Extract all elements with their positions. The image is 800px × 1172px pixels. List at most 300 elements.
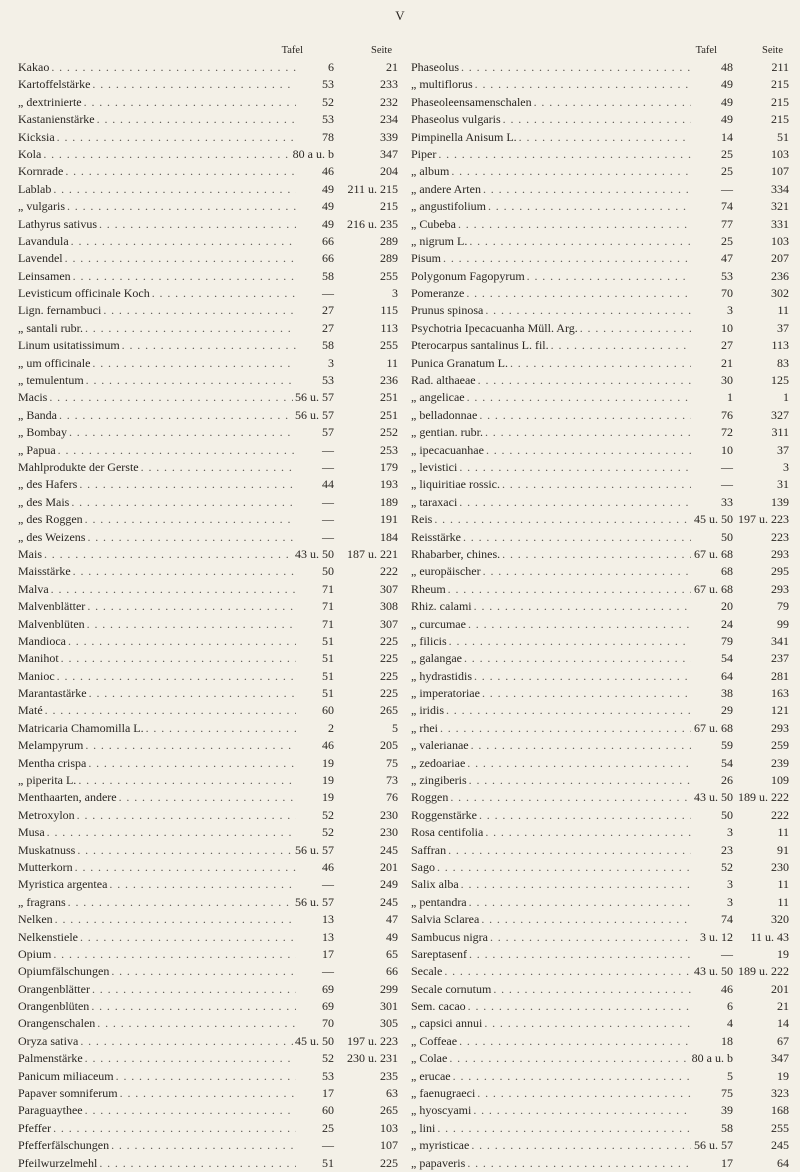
tafel-number: 25: [322, 1120, 334, 1135]
dot-leader: [485, 824, 691, 841]
index-entry: [18, 94, 398, 111]
entry-name: Orangenblätter: [18, 981, 90, 996]
index-entry: [411, 111, 789, 128]
tafel-number: 58: [322, 268, 334, 283]
entry-name: „ filicis: [411, 633, 447, 648]
index-entry: [411, 946, 789, 963]
dot-leader: [482, 685, 691, 702]
tafel-number: 3: [328, 355, 334, 370]
page-reference: 184: [380, 529, 398, 544]
tafel-number: 52: [721, 859, 733, 874]
page-reference: 31: [777, 477, 789, 492]
entry-name: „ des Roggen: [18, 512, 83, 527]
entry-name: Lign. fernambuci: [18, 303, 102, 318]
tafel-number: 58: [721, 1120, 733, 1135]
tafel-number: 20: [721, 599, 733, 614]
dot-leader: [75, 859, 296, 876]
page-reference: 189 u. 222: [738, 790, 789, 805]
dot-leader: [51, 581, 296, 598]
index-entry: [18, 702, 398, 719]
index-entry: [411, 459, 789, 476]
index-entry: [411, 981, 789, 998]
page-reference: 11: [777, 303, 789, 318]
index-entry: [18, 859, 398, 876]
index-entry: [18, 946, 398, 963]
entry-name: Secale: [411, 964, 443, 979]
index-entry: [411, 702, 789, 719]
page-reference: 19: [777, 946, 789, 961]
page-reference: 113: [771, 338, 789, 353]
index-entry: [411, 616, 789, 633]
index-entry: [411, 807, 789, 824]
index-entry: [18, 894, 398, 911]
tafel-number: 19: [322, 790, 334, 805]
tafel-number: 24: [721, 616, 733, 631]
index-entries-left: [18, 59, 398, 1172]
index-entry: [18, 337, 398, 354]
dot-leader: [448, 581, 691, 598]
index-entry: [18, 598, 398, 615]
tafel-number: 46: [322, 738, 334, 753]
page-reference: 293: [771, 720, 789, 735]
entry-name: „ capsici annui: [411, 1016, 483, 1031]
page-reference: 187 u. 221: [347, 546, 398, 561]
page-reference: 230: [380, 807, 398, 822]
dot-leader: [84, 94, 296, 111]
tafel-number: 80 a u. b: [691, 1051, 733, 1066]
entry-name: „ temulentum: [18, 373, 84, 388]
page-reference: 37: [777, 442, 789, 457]
index-column-left: [18, 45, 398, 1172]
tafel-number: 26: [721, 773, 733, 788]
dot-leader: [68, 633, 296, 650]
tafel-number: 14: [721, 129, 733, 144]
index-entry: [18, 616, 398, 633]
page-reference: 237: [771, 651, 789, 666]
tafel-number: —: [322, 286, 334, 301]
tafel-number: 18: [721, 1033, 733, 1048]
tafel-number: 53: [322, 373, 334, 388]
entry-name: „ belladonnae: [411, 407, 478, 422]
page-reference: 253: [380, 442, 398, 457]
dot-leader: [71, 494, 296, 511]
page-reference: 211: [771, 60, 789, 74]
index-entry: [411, 894, 789, 911]
tafel-number: 71: [322, 581, 334, 596]
entry-name: „ ipecacuanhae: [411, 442, 484, 457]
entry-name: Saffran: [411, 842, 447, 857]
dot-leader: [451, 163, 691, 180]
page-reference: 201: [380, 859, 398, 874]
page-reference: 265: [380, 703, 398, 718]
entry-name: „ fragrans: [18, 894, 66, 909]
index-entry: [411, 181, 789, 198]
tafel-number: 4: [727, 1016, 733, 1031]
dot-leader: [87, 529, 296, 546]
entry-name: Rad. althaeae: [411, 373, 476, 388]
entry-name: „ rhei: [411, 720, 438, 735]
page-reference: 215: [380, 199, 398, 214]
dot-leader: [510, 355, 691, 372]
dot-leader: [53, 1120, 296, 1137]
page-reference: 255: [771, 1120, 789, 1135]
page-reference: 245: [380, 894, 398, 909]
entry-name: Kastanienstärke: [18, 112, 95, 127]
tafel-number: 70: [721, 286, 733, 301]
tafel-number: 56 u. 57: [295, 390, 334, 405]
index-entry: [18, 268, 398, 285]
dot-leader: [446, 702, 691, 719]
dot-leader: [471, 737, 691, 754]
tafel-number: 6: [727, 999, 733, 1014]
dot-leader: [57, 129, 296, 146]
index-entry: [18, 129, 398, 146]
dot-leader: [85, 511, 296, 528]
tafel-number: 56 u. 57: [295, 407, 334, 422]
dot-leader: [483, 181, 691, 198]
entry-name: Myristica argentea: [18, 877, 108, 892]
dot-leader: [68, 894, 293, 911]
tafel-number: 33: [721, 494, 733, 509]
entry-name: „ liquiritiae rossic.: [411, 477, 500, 492]
entry-name: „ myristicae: [411, 1138, 470, 1153]
index-entry: [18, 181, 398, 198]
entry-name: „ papaveris: [411, 1155, 466, 1170]
dot-leader: [503, 111, 691, 128]
page-reference: 289: [380, 251, 398, 266]
page-reference: 201: [771, 981, 789, 996]
index-entry: [411, 685, 789, 702]
tafel-number: 17: [322, 1086, 334, 1101]
tafel-number: 25: [721, 146, 733, 161]
index-entry: [411, 129, 789, 146]
entry-name: Matricaria Chamomilla L.: [18, 720, 144, 735]
dot-leader: [488, 198, 691, 215]
tafel-number: 19: [322, 755, 334, 770]
page-reference: 255: [380, 268, 398, 283]
index-entry: [411, 389, 789, 406]
dot-leader: [116, 1068, 296, 1085]
dot-leader: [55, 911, 296, 928]
dot-leader: [490, 929, 691, 946]
page-reference: 236: [380, 373, 398, 388]
index-entry: [18, 529, 398, 546]
tafel-number: 53: [322, 112, 334, 127]
dot-leader: [99, 1155, 296, 1172]
tafel-number: 59: [721, 738, 733, 753]
dot-leader: [122, 337, 296, 354]
index-entry: [18, 1015, 398, 1032]
page-reference: 65: [386, 946, 398, 961]
dot-leader: [478, 372, 691, 389]
index-entry: [18, 1120, 398, 1137]
entry-name: „ imperatoriae: [411, 686, 480, 701]
index-entry: [411, 94, 789, 111]
dot-leader: [459, 459, 691, 476]
page-reference: 307: [380, 581, 398, 596]
page-reference: 103: [771, 233, 789, 248]
tafel-number: —: [322, 964, 334, 979]
page-reference: 331: [771, 216, 789, 231]
page-reference: 51: [777, 129, 789, 144]
index-entry: [411, 146, 789, 163]
entry-name: „ pentandra: [411, 894, 467, 909]
tafel-number: 25: [721, 233, 733, 248]
entry-name: „ Coffeae: [411, 1033, 458, 1048]
entry-name: „ lini: [411, 1120, 436, 1135]
tafel-number: 53: [322, 77, 334, 92]
dot-leader: [438, 146, 691, 163]
page-reference: 63: [386, 1086, 398, 1101]
tafel-number: 43 u. 50: [295, 546, 334, 561]
index-entry: [411, 1120, 789, 1137]
index-entry: [411, 233, 789, 250]
page-reference: 163: [771, 686, 789, 701]
tafel-number: —: [322, 512, 334, 527]
tafel-number: 1: [727, 390, 733, 405]
tafel-number: 25: [721, 164, 733, 179]
index-entry: [18, 59, 398, 76]
dot-leader: [85, 737, 296, 754]
tafel-number: 76: [721, 407, 733, 422]
tafel-number: 23: [721, 842, 733, 857]
page-reference: 109: [771, 773, 789, 788]
index-entry: [411, 250, 789, 267]
dot-leader: [440, 720, 691, 737]
dot-leader: [474, 668, 691, 685]
entry-name: „ Bombay: [18, 425, 67, 440]
page-reference: 11: [777, 877, 789, 892]
index-entry: [411, 407, 789, 424]
dot-leader: [461, 59, 691, 76]
entry-name: Kola: [18, 146, 42, 161]
dot-leader: [481, 911, 691, 928]
dot-leader: [474, 598, 691, 615]
dot-leader: [448, 842, 691, 859]
dot-leader: [80, 929, 296, 946]
entry-name: Lavandula: [18, 233, 69, 248]
tafel-number: 51: [322, 1155, 334, 1170]
tafel-number: 13: [322, 912, 334, 927]
tafel-number: 21: [721, 355, 733, 370]
index-entry: [18, 389, 398, 406]
entry-name: „ des Mais: [18, 494, 70, 509]
page-reference: 225: [380, 686, 398, 701]
page-reference: 239: [771, 755, 789, 770]
tafel-number: 47: [721, 251, 733, 266]
dot-leader: [467, 755, 691, 772]
dot-leader: [485, 302, 691, 319]
entry-name: „ angelicae: [411, 390, 465, 405]
tafel-header: Tafel: [281, 45, 303, 56]
entry-name: „ andere Arten: [411, 181, 481, 196]
tafel-number: 51: [322, 633, 334, 648]
tafel-number: 67 u. 68: [694, 546, 733, 561]
tafel-number: 54: [721, 651, 733, 666]
index-entry: [18, 1155, 398, 1172]
entry-name: Pfeffer: [18, 1120, 52, 1135]
tafel-number: 3: [727, 303, 733, 318]
entry-name: „ iridis: [411, 703, 444, 718]
index-entry: [18, 250, 398, 267]
tafel-number: 51: [322, 651, 334, 666]
tafel-number: 67 u. 68: [694, 720, 733, 735]
entry-name: Sem. cacao: [411, 999, 466, 1014]
entry-name: Oryza sativa: [18, 1033, 79, 1048]
dot-leader: [502, 546, 691, 563]
entry-name: Pimpinella Anisum L.: [411, 129, 517, 144]
page-reference: 281: [771, 668, 789, 683]
dot-leader: [459, 494, 691, 511]
dot-leader: [463, 529, 691, 546]
page-reference: 11 u. 43: [750, 929, 789, 944]
page-reference: 341: [771, 633, 789, 648]
page-reference: 67: [777, 1033, 789, 1048]
page-reference: 251: [380, 407, 398, 422]
page-reference: 107: [380, 1138, 398, 1153]
dot-leader: [103, 302, 296, 319]
entry-name: „ Banda: [18, 407, 57, 422]
entry-name: Manihot: [18, 651, 59, 666]
dot-leader: [43, 146, 290, 163]
index-entry: [18, 216, 398, 233]
tafel-number: —: [721, 181, 733, 196]
page-reference: 307: [380, 616, 398, 631]
entry-name: Orangenblüten: [18, 999, 90, 1014]
dot-leader: [80, 1033, 293, 1050]
dot-leader: [59, 407, 293, 424]
dot-leader: [483, 563, 691, 580]
entry-name: „ des Hafers: [18, 477, 78, 492]
index-entry: [18, 1102, 398, 1119]
tafel-number: 29: [721, 703, 733, 718]
entry-name: „ des Weizens: [18, 529, 86, 544]
tafel-number: 46: [322, 859, 334, 874]
index-entry: [411, 216, 789, 233]
tafel-number: 3: [727, 894, 733, 909]
page-reference: 21: [386, 60, 398, 74]
tafel-number: 52: [322, 94, 334, 109]
dot-leader: [453, 1068, 691, 1085]
entry-name: „ vulgaris: [18, 199, 65, 214]
page-reference: 222: [771, 807, 789, 822]
tafel-number: 6: [328, 60, 334, 74]
dot-leader: [49, 389, 293, 406]
index-entry: [18, 876, 398, 893]
entry-name: Reis: [411, 512, 433, 527]
entry-name: Mutterkorn: [18, 859, 73, 874]
entry-name: „ levistici: [411, 459, 458, 474]
tafel-number: 30: [721, 373, 733, 388]
tafel-number: —: [721, 477, 733, 492]
index-entry: [18, 76, 398, 93]
page-reference: 215: [771, 77, 789, 92]
tafel-number: —: [322, 494, 334, 509]
page-reference: 225: [380, 633, 398, 648]
index-entry: [411, 355, 789, 372]
page-reference: 223: [771, 529, 789, 544]
tafel-number: 48: [721, 60, 733, 74]
tafel-header: Tafel: [695, 45, 717, 56]
column-header: [411, 45, 789, 59]
index-entry: [411, 198, 789, 215]
tafel-number: 49: [721, 112, 733, 127]
entry-name: Linum usitatissimum: [18, 338, 120, 353]
page-reference: 334: [771, 181, 789, 196]
page-reference: 215: [771, 94, 789, 109]
page-reference: 11: [777, 825, 789, 840]
page-reference: 205: [380, 738, 398, 753]
tafel-number: 27: [322, 320, 334, 335]
dot-leader: [111, 963, 296, 980]
dot-leader: [85, 1102, 296, 1119]
index-entry: [411, 911, 789, 928]
entry-name: Lathyrus sativus: [18, 216, 97, 231]
dot-leader: [89, 685, 296, 702]
dot-leader: [473, 1102, 691, 1119]
tafel-number: 80 a u. b: [292, 146, 334, 161]
entry-name: Psychotria Ipecacuanha Müll. Arg.: [411, 320, 578, 335]
tafel-number: 72: [721, 425, 733, 440]
dot-leader: [437, 1120, 691, 1137]
tafel-number: 74: [721, 912, 733, 927]
tafel-number: 46: [721, 981, 733, 996]
index-entry: [18, 407, 398, 424]
tafel-number: 44: [322, 477, 334, 492]
entry-name: „ hyoscyami: [411, 1103, 472, 1118]
entry-name: Kornrade: [18, 164, 64, 179]
index-entry: [18, 424, 398, 441]
tafel-number: —: [322, 459, 334, 474]
index-entry: [18, 1033, 398, 1050]
page-reference: 230: [380, 825, 398, 840]
dot-leader: [65, 163, 296, 180]
entry-name: Malvenblätter: [18, 599, 86, 614]
page-reference: 230: [771, 859, 789, 874]
index-entry: [18, 494, 398, 511]
dot-leader: [469, 894, 691, 911]
index-entry: [411, 1102, 789, 1119]
dot-leader: [87, 616, 296, 633]
index-entry: [411, 546, 789, 563]
dot-leader: [86, 372, 296, 389]
dot-leader: [51, 59, 296, 76]
index-entry: [18, 355, 398, 372]
tafel-number: 66: [322, 233, 334, 248]
tafel-number: 10: [721, 442, 733, 457]
dot-leader: [109, 876, 296, 893]
index-entry: [18, 998, 398, 1015]
tafel-number: 50: [721, 529, 733, 544]
entry-name: Opium: [18, 946, 52, 961]
dot-leader: [527, 268, 691, 285]
page-reference: 207: [771, 251, 789, 266]
index-entry: [18, 807, 398, 824]
index-entry: [411, 442, 789, 459]
index-entry: [18, 1068, 398, 1085]
entry-name: Roggen: [411, 790, 449, 805]
dot-leader: [551, 337, 691, 354]
dot-leader: [44, 546, 293, 563]
page-reference: 302: [771, 286, 789, 301]
page-reference: 21: [777, 999, 789, 1014]
tafel-number: 50: [721, 807, 733, 822]
entry-name: Maisstärke: [18, 564, 71, 579]
entry-name: Mahlprodukte der Gerste: [18, 459, 139, 474]
dot-leader: [99, 216, 296, 233]
entry-name: „ nigrum L.: [411, 233, 468, 248]
page-reference: 235: [380, 1068, 398, 1083]
